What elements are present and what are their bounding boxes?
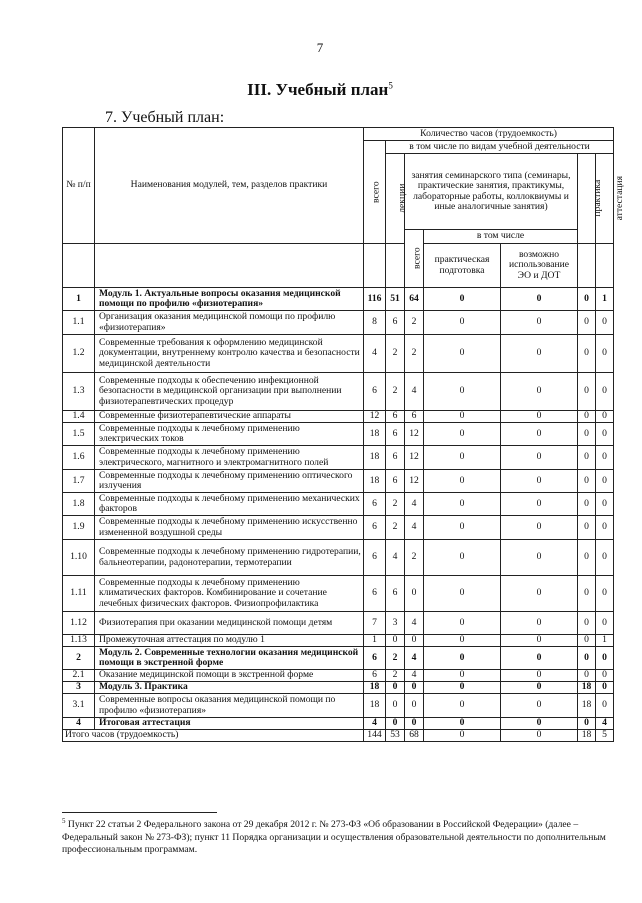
cell-practical-training: 0 [424, 516, 501, 540]
row-number: 1.5 [63, 423, 95, 446]
row-name: Итоговая аттестация [95, 718, 364, 730]
cell-practical-training: 0 [424, 647, 501, 670]
table-row [63, 694, 614, 718]
row-name: Современные подходы к лечебному применению оптического излучения [95, 470, 364, 493]
table-row [63, 718, 614, 730]
cell-lectures: 2 [386, 335, 405, 373]
table-row [63, 446, 614, 470]
row-number: 1.1 [63, 311, 95, 335]
header-seminar: занятия семинарского типа (семинары, практические занятия, практикумы, лабораторные работы, коллоквиумы и иные аналогичные занятия) [405, 154, 578, 230]
cell-practical-training: 0 [424, 682, 501, 694]
table-row [63, 411, 614, 423]
table-row [63, 635, 614, 647]
row-number: 1.4 [63, 411, 95, 423]
row-name: Модуль 1. Актуальные вопросы оказания медицинской помощи по профилю «физиотерапия» [95, 288, 364, 311]
cell-lectures: 4 [386, 540, 405, 576]
header-hours-group: Количество часов (трудоемкость) [364, 128, 614, 141]
cell-practice: 0 [578, 576, 596, 612]
cell-lectures: 6 [386, 470, 405, 493]
row-number: 1.7 [63, 470, 95, 493]
cell-seminar-total: 12 [405, 446, 424, 470]
total-row [63, 730, 614, 742]
cell-lectures: 6 [386, 576, 405, 612]
cell-lectures: 6 [386, 423, 405, 446]
table-row [63, 493, 614, 516]
header-practical-training: практическая подготовка [424, 244, 501, 288]
cell-total-hours: 12 [364, 411, 386, 423]
header-seminar-total [405, 230, 424, 288]
cell-eo-dot: 0 [501, 635, 578, 647]
cell-total-hours: 4 [364, 718, 386, 730]
header-attestation-spacer [596, 244, 614, 288]
cell-attestation: 0 [596, 670, 614, 682]
cell-practice: 0 [578, 718, 596, 730]
cell-eo-dot: 0 [501, 446, 578, 470]
header-practice-label: практика [592, 180, 604, 217]
table-row [63, 470, 614, 493]
cell-lectures: 0 [386, 694, 405, 718]
table-row [63, 612, 614, 635]
row-number: 3 [63, 682, 95, 694]
row-name: Модуль 3. Практика [95, 682, 364, 694]
subheading: 7. Учебный план: [105, 109, 225, 126]
cell-eo-dot: 0 [501, 288, 578, 311]
cell-attestation: 0 [596, 647, 614, 670]
cell-total-hours: 18 [364, 446, 386, 470]
row-number: 1.3 [63, 373, 95, 411]
cell-practice: 0 [578, 647, 596, 670]
row-name: Организация оказания медицинской помощи по профилю «физиотерапия» [95, 311, 364, 335]
cell-practical-training: 0 [424, 423, 501, 446]
cell-practice: 18 [578, 694, 596, 718]
cell-practical-training: 0 [424, 540, 501, 576]
cell-attestation: 1 [596, 635, 614, 647]
header-total [364, 141, 386, 244]
header-lectures-label: лекции [396, 183, 408, 214]
table-row [63, 682, 614, 694]
cell-seminar-total: 0 [405, 576, 424, 612]
cell-eo-dot: 0 [501, 373, 578, 411]
cell-attestation: 0 [596, 516, 614, 540]
row-name: Современные физиотерапевтические аппараты [95, 411, 364, 423]
cell-practical-training: 0 [424, 335, 501, 373]
cell-eo-dot: 0 [501, 694, 578, 718]
total-practice: 18 [578, 730, 596, 742]
row-name: Современные вопросы оказания медицинской помощи по профилю «физиотерапия» [95, 694, 364, 718]
cell-practice: 0 [578, 335, 596, 373]
cell-lectures: 2 [386, 373, 405, 411]
total-total-hours: 144 [364, 730, 386, 742]
row-name: Оказание медицинской помощи в экстренной форме [95, 670, 364, 682]
cell-seminar-total: 6 [405, 411, 424, 423]
header-lectures [386, 154, 408, 244]
header-name-spacer [95, 244, 364, 288]
row-number: 2 [63, 647, 95, 670]
cell-practical-training: 0 [424, 718, 501, 730]
cell-seminar-total: 0 [405, 682, 424, 694]
cell-lectures: 2 [386, 670, 405, 682]
row-number: 2.1 [63, 670, 95, 682]
cell-total-hours: 6 [364, 540, 386, 576]
cell-practical-training: 0 [424, 446, 501, 470]
cell-lectures: 2 [386, 647, 405, 670]
row-number: 1.11 [63, 576, 95, 612]
cell-seminar-total: 2 [405, 540, 424, 576]
cell-eo-dot: 0 [501, 718, 578, 730]
cell-attestation: 4 [596, 718, 614, 730]
cell-lectures: 2 [386, 516, 405, 540]
cell-attestation: 0 [596, 311, 614, 335]
cell-lectures: 0 [386, 635, 405, 647]
cell-eo-dot: 0 [501, 516, 578, 540]
cell-eo-dot: 0 [501, 411, 578, 423]
cell-lectures: 0 [386, 682, 405, 694]
cell-practice: 0 [578, 311, 596, 335]
cell-eo-dot: 0 [501, 540, 578, 576]
row-name: Современные подходы к лечебному применению электрических токов [95, 423, 364, 446]
row-number: 4 [63, 718, 95, 730]
row-name: Физиотерапия при оказании медицинской помощи детям [95, 612, 364, 635]
row-name: Современные подходы к обеспечению инфекционной безопасности в медицинской организации при выполнении физиотерапевтических процедур [95, 373, 364, 411]
total-label: Итого часов (трудоемкость) [63, 730, 364, 742]
cell-seminar-total: 0 [405, 694, 424, 718]
cell-practice: 0 [578, 516, 596, 540]
header-including: в том числе [424, 230, 578, 244]
total-attestation: 5 [596, 730, 614, 742]
cell-eo-dot: 0 [501, 612, 578, 635]
cell-seminar-total: 4 [405, 612, 424, 635]
cell-lectures: 0 [386, 718, 405, 730]
header-attestation-label: аттестация [614, 176, 626, 221]
total-eo-dot: 0 [501, 730, 578, 742]
cell-seminar-total: 4 [405, 493, 424, 516]
section-title-text: III. Учебный план [247, 80, 389, 99]
row-name: Современные подходы к лечебному применению электрического, магнитного и электромагнитного полей [95, 446, 364, 470]
cell-seminar-total: 0 [405, 635, 424, 647]
row-number: 3.1 [63, 694, 95, 718]
table-row [63, 311, 614, 335]
cell-eo-dot: 0 [501, 682, 578, 694]
cell-eo-dot: 0 [501, 311, 578, 335]
table-row [63, 647, 614, 670]
cell-practical-training: 0 [424, 493, 501, 516]
row-number: 1.6 [63, 446, 95, 470]
cell-practice: 0 [578, 493, 596, 516]
footnote-number: 5 [62, 817, 66, 825]
cell-seminar-total: 4 [405, 647, 424, 670]
header-eo-dot: возможно использование ЭО и ДОТ [501, 244, 578, 288]
row-name: Современные подходы к лечебному применению искусственно измененной воздушной среды [95, 516, 364, 540]
header-practice [578, 154, 604, 244]
header-lectures-spacer [386, 244, 405, 288]
cell-total-hours: 6 [364, 670, 386, 682]
cell-practice: 0 [578, 446, 596, 470]
cell-attestation: 0 [596, 335, 614, 373]
cell-attestation: 0 [596, 446, 614, 470]
total-practical-training: 0 [424, 730, 501, 742]
table-row [63, 540, 614, 576]
cell-seminar-total: 12 [405, 423, 424, 446]
curriculum-table [62, 127, 626, 742]
header-total-label: всего [370, 181, 382, 203]
cell-eo-dot: 0 [501, 670, 578, 682]
header-num: № п/п [63, 128, 95, 244]
table-row [63, 516, 614, 540]
table-row [63, 288, 614, 311]
row-name: Модуль 2. Современные технологии оказания медицинской помощи в экстренной форме [95, 647, 364, 670]
cell-eo-dot: 0 [501, 335, 578, 373]
cell-eo-dot: 0 [501, 470, 578, 493]
row-name: Современные подходы к лечебному применению климатических факторов. Комбинирование и сочетание лечебных физических факторов. Физиопрофилактика [95, 576, 364, 612]
header-name: Наименования модулей, тем, разделов практики [95, 128, 364, 244]
cell-attestation: 0 [596, 540, 614, 576]
cell-practical-training: 0 [424, 612, 501, 635]
footnote-text: Пункт 22 статьи 2 Федерального закона от 29 декабря 2012 г. № 273-ФЗ «Об образовании в Российской Федерации» (далее – Федеральный закон № 273-ФЗ); пункт 11 Порядка организации и осуществления образовательной деятельности по дополнительным профессиональным программам. [62, 819, 606, 856]
cell-practical-training: 0 [424, 411, 501, 423]
cell-practice: 0 [578, 373, 596, 411]
cell-total-hours: 18 [364, 694, 386, 718]
cell-total-hours: 7 [364, 612, 386, 635]
header-num-spacer [63, 244, 95, 288]
row-name: Промежуточная аттестация по модулю 1 [95, 635, 364, 647]
cell-practical-training: 0 [424, 670, 501, 682]
page-number: 7 [316, 40, 324, 55]
cell-eo-dot: 0 [501, 423, 578, 446]
table-row [63, 670, 614, 682]
cell-total-hours: 6 [364, 576, 386, 612]
cell-attestation: 0 [596, 470, 614, 493]
cell-total-hours: 6 [364, 647, 386, 670]
cell-seminar-total: 4 [405, 516, 424, 540]
cell-total-hours: 8 [364, 311, 386, 335]
header-activity-group: в том числе по видам учебной деятельности [386, 141, 614, 154]
cell-practice: 0 [578, 670, 596, 682]
cell-lectures: 2 [386, 493, 405, 516]
cell-attestation: 0 [596, 423, 614, 446]
cell-attestation: 1 [596, 288, 614, 311]
cell-practice: 0 [578, 288, 596, 311]
row-number: 1.8 [63, 493, 95, 516]
cell-practical-training: 0 [424, 694, 501, 718]
cell-total-hours: 1 [364, 635, 386, 647]
table-row [63, 576, 614, 612]
row-number: 1 [63, 288, 95, 311]
cell-total-hours: 18 [364, 470, 386, 493]
total-lectures: 53 [386, 730, 405, 742]
footnote-rule [62, 812, 217, 813]
cell-total-hours: 6 [364, 493, 386, 516]
cell-attestation: 0 [596, 373, 614, 411]
cell-lectures: 51 [386, 288, 405, 311]
header-total-spacer [364, 244, 386, 288]
cell-practical-training: 0 [424, 373, 501, 411]
cell-seminar-total: 2 [405, 335, 424, 373]
cell-total-hours: 18 [364, 682, 386, 694]
cell-total-hours: 116 [364, 288, 386, 311]
cell-seminar-total: 0 [405, 718, 424, 730]
cell-attestation: 0 [596, 694, 614, 718]
cell-eo-dot: 0 [501, 647, 578, 670]
table-body [63, 288, 614, 742]
row-name: Современные требования к оформлению медицинской документации, внутреннему контролю качества и безопасности медицинской деятельности [95, 335, 364, 373]
cell-practice: 0 [578, 540, 596, 576]
cell-total-hours: 18 [364, 423, 386, 446]
row-number: 1.2 [63, 335, 95, 373]
row-number: 1.13 [63, 635, 95, 647]
cell-eo-dot: 0 [501, 493, 578, 516]
cell-attestation: 0 [596, 493, 614, 516]
row-number: 1.12 [63, 612, 95, 635]
cell-seminar-total: 64 [405, 288, 424, 311]
cell-lectures: 3 [386, 612, 405, 635]
cell-eo-dot: 0 [501, 576, 578, 612]
table-row [63, 423, 614, 446]
cell-total-hours: 6 [364, 516, 386, 540]
cell-total-hours: 4 [364, 335, 386, 373]
cell-practical-training: 0 [424, 635, 501, 647]
cell-practice: 0 [578, 470, 596, 493]
row-name: Современные подходы к лечебному применению гидротерапии, бальнеотерапии, радонотерапии, термотерапии [95, 540, 364, 576]
cell-lectures: 6 [386, 411, 405, 423]
row-name: Современные подходы к лечебному применению механических факторов [95, 493, 364, 516]
table-row [63, 373, 614, 411]
cell-practice: 0 [578, 411, 596, 423]
header-practice-spacer [578, 244, 596, 288]
cell-lectures: 6 [386, 446, 405, 470]
row-number: 1.10 [63, 540, 95, 576]
cell-practice: 0 [578, 635, 596, 647]
cell-seminar-total: 12 [405, 470, 424, 493]
cell-attestation: 0 [596, 411, 614, 423]
row-number: 1.9 [63, 516, 95, 540]
cell-practical-training: 0 [424, 470, 501, 493]
cell-attestation: 0 [596, 576, 614, 612]
cell-attestation: 0 [596, 612, 614, 635]
cell-lectures: 6 [386, 311, 405, 335]
table-row [63, 335, 614, 373]
cell-seminar-total: 4 [405, 373, 424, 411]
cell-attestation: 0 [596, 682, 614, 694]
cell-practice: 0 [578, 612, 596, 635]
footnote [62, 817, 615, 857]
cell-practice: 18 [578, 682, 596, 694]
cell-total-hours: 6 [364, 373, 386, 411]
cell-seminar-total: 2 [405, 311, 424, 335]
header-seminar-total-label: всего [411, 247, 423, 270]
section-title [0, 80, 640, 100]
cell-practice: 0 [578, 423, 596, 446]
total-seminar-total: 68 [405, 730, 424, 742]
footnote-mark: 5 [388, 80, 393, 91]
cell-practical-training: 0 [424, 288, 501, 311]
cell-practical-training: 0 [424, 311, 501, 335]
cell-seminar-total: 4 [405, 670, 424, 682]
cell-practical-training: 0 [424, 576, 501, 612]
